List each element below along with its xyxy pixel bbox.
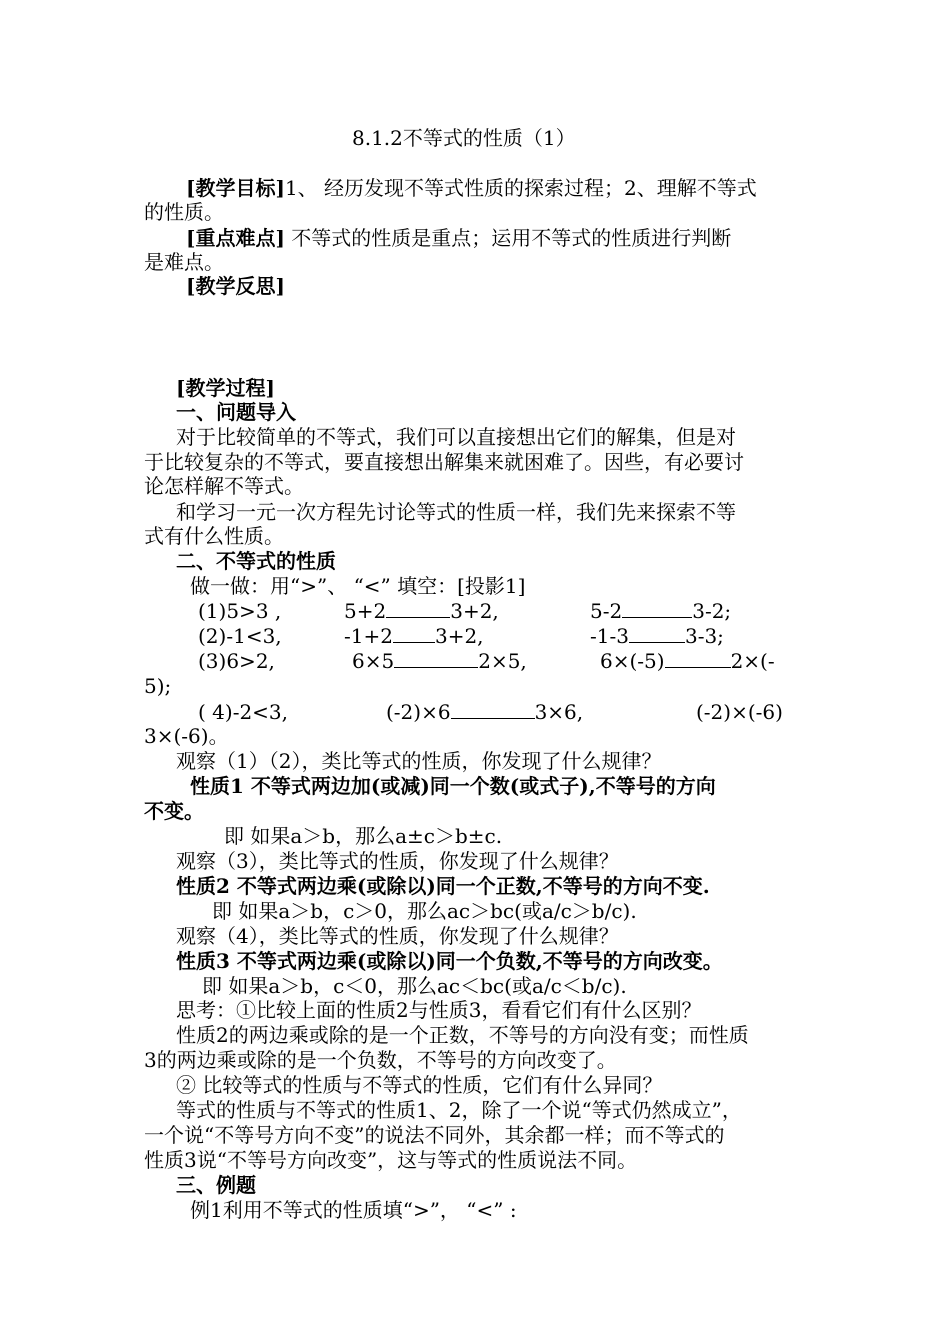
do-it-instruction: 做一做：用“>”、 “<” 填空：[投影1] (190, 574, 526, 598)
expr-right: 2×5, (478, 649, 527, 673)
exercise-1-b (344, 599, 499, 624)
section1-paragraph1-line3: 论怎样解不等式。 (144, 474, 304, 498)
exercise-1-c (590, 599, 731, 624)
observation-2: 观察（3），类比等式的性质，你发现了什么规律？ (176, 849, 619, 873)
section1-paragraph2-line2: 式有什么性质。 (144, 524, 284, 548)
property-2-formula: 即 如果a＞b，c＞0，那么ac＞bc(或a/c＞b/c). (212, 899, 637, 923)
section1-paragraph1-line1: 对于比较简单的不等式，我们可以直接想出它们的解集，但是对 (176, 425, 736, 449)
expr-left: 6×(-5) (600, 649, 665, 673)
page-title: 8.1.2不等式的性质（1） (352, 126, 576, 150)
think-question-1: 思考：①比较上面的性质2与性质3，看看它们有什么区别？ (176, 998, 702, 1022)
reflection-label: [教学反思] (186, 274, 285, 298)
section2-heading: 二、不等式的性质 (176, 549, 336, 573)
property-1-formula: 即 如果a＞b，那么a±c＞b±c. (224, 824, 503, 848)
property-3: 性质3 不等式两边乘(或除以)同一个负数,不等号的方向改变。 (176, 949, 723, 973)
exercise-1-label: (1)5>3 , (198, 599, 282, 623)
goals-line-2: 的性质。 (144, 200, 224, 224)
exercise-3-c (600, 649, 775, 674)
answer-blank[interactable] (451, 700, 535, 719)
goals-label: [教学目标] (186, 176, 285, 200)
expr-left: (-2)×6 (386, 700, 451, 724)
expr-left: 5-2 (590, 599, 623, 623)
exercise-3-label: (3)6>2, (198, 649, 275, 673)
exercise-2-c (590, 624, 724, 649)
keypoints-line-1 (186, 226, 731, 251)
exercise-2-label: (2)-1<3, (198, 624, 282, 648)
expr-left: 5+2 (344, 599, 387, 623)
think-answer-1-line1: 性质2的两边乘或除的是一个正数，不等号的方向没有变；而性质 (176, 1023, 749, 1047)
observation-1: 观察（1）（2），类比等式的性质，你发现了什么规律？ (176, 749, 662, 773)
think-answer-2-line3: 性质3说“不等号方向改变”，这与等式的性质说法不同。 (144, 1148, 638, 1172)
exercise-4-c: (-2)×(-6) (696, 700, 783, 724)
expr-left: -1+2 (344, 624, 393, 648)
think-question-2: ② 比较等式的性质与不等式的性质，它们有什么异同？ (176, 1073, 663, 1097)
exercise-3-continuation: 5); (144, 674, 172, 698)
exercise-4-b (386, 700, 583, 725)
keypoints-label: [重点难点] (186, 226, 285, 250)
section1-paragraph1-line2: 于比较复杂的不等式，要直接想出解集来就困难了。因些，有必要讨 (144, 450, 744, 474)
expr-left: 6×5 (352, 649, 395, 673)
expr-left: -1-3 (590, 624, 629, 648)
answer-blank[interactable] (393, 624, 435, 643)
expr-right: 3-3; (684, 624, 724, 648)
observation-3: 观察（4），类比等式的性质，你发现了什么规律？ (176, 924, 619, 948)
exercise-4-label: ( 4)-2<3, (198, 700, 289, 724)
property-3-formula: 即 如果a＞b，c＜0，那么ac＜bc(或a/c＜b/c). (202, 974, 627, 998)
answer-blank[interactable] (386, 599, 450, 618)
property-1-line2: 不变。 (144, 799, 204, 823)
keypoints-text: 不等式的性质是重点；运用不等式的性质进行判断 (284, 226, 732, 250)
property-1-line1: 性质1 不等式两边加(或减)同一个数(或式子),不等号的方向 (190, 774, 716, 798)
keypoints-line-2: 是难点。 (144, 250, 224, 274)
expr-right: 2×(- (730, 649, 775, 673)
answer-blank[interactable] (629, 624, 685, 643)
expr-right: 3+2, (434, 624, 484, 648)
exercise-4-continuation: 3×(-6)。 (144, 724, 229, 748)
think-answer-1-line2: 3的两边乘或除的是一个负数，不等号的方向改变了。 (144, 1048, 617, 1072)
exercise-2-b (344, 624, 484, 649)
example-1: 例1利用不等式的性质填“>”， “<” : (190, 1198, 517, 1222)
think-answer-2-line1: 等式的性质与不等式的性质1、2，除了一个说“等式仍然成立”， (176, 1098, 742, 1122)
goals-line-1 (186, 176, 757, 201)
section1-heading: 一、问题导入 (176, 400, 296, 424)
process-label: [教学过程] (176, 376, 275, 400)
property-2: 性质2 不等式两边乘(或除以)同一个正数,不等号的方向不变. (176, 874, 710, 898)
section1-paragraph2-line1: 和学习一元一次方程先讨论等式的性质一样，我们先来探索不等 (176, 500, 736, 524)
exercise-3-b (352, 649, 527, 674)
answer-blank[interactable] (394, 649, 478, 668)
answer-blank[interactable] (622, 599, 692, 618)
goals-text: 1、 经历发现不等式性质的探索过程；2、理解不等式 (284, 176, 757, 200)
expr-right: 3+2, (450, 599, 499, 623)
section3-heading: 三、例题 (176, 1173, 256, 1197)
expr-right: 3-2; (692, 599, 732, 623)
expr-right: 3×6, (534, 700, 584, 724)
think-answer-2-line2: 一个说“不等号方向不变”的说法不同外，其余都一样；而不等式的 (144, 1123, 725, 1147)
answer-blank[interactable] (665, 649, 731, 668)
